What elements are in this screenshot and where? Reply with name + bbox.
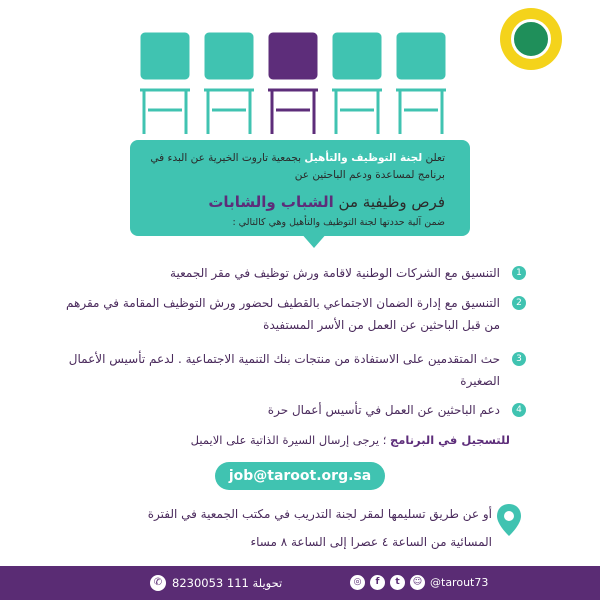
- item-number: 3: [512, 352, 526, 366]
- footer-social: [350, 575, 488, 590]
- taroot-logo: [500, 8, 562, 70]
- headline-highlight: الشباب والشابات: [208, 193, 334, 211]
- announcement-mechanism: ضمن آلية حددتها لجنة التوظيف والتأهيل وهي كالتالي :: [232, 217, 445, 228]
- announcement-intro: [145, 150, 445, 184]
- delivery-instructions: أو عن طريق تسليمها لمقر لجنة التدريب في مكتب الجمعية في الفترة المسائية من الساعة ٤ عصرا إلى الساعة ٨ مساء: [147, 507, 492, 549]
- registration-instructions: [191, 433, 510, 447]
- intro-prefix: تعلن: [422, 152, 445, 164]
- item-number: 2: [512, 296, 526, 310]
- item-number: 4: [512, 403, 526, 417]
- facebook-icon[interactable]: f: [370, 575, 385, 590]
- phone-icon: ✆: [150, 575, 166, 591]
- item-text: حث المتقدمين على الاستفادة من منتجات بنك التنمية الاجتماعية . لدعم تأسيس الأعمال الصغيرة: [68, 352, 500, 388]
- logo-emblem: [511, 19, 551, 59]
- social-handle[interactable]: @tarout73: [430, 576, 489, 589]
- twitter-icon[interactable]: t: [390, 575, 405, 590]
- bubble-tail: [300, 232, 328, 248]
- footer-contact: [150, 575, 282, 591]
- announcement-bubble: [130, 140, 470, 236]
- committee-name: لجنة التوظيف والتأهيل: [304, 152, 423, 164]
- registration-label: للتسجيل في البرنامج: [390, 433, 510, 447]
- phone-number[interactable]: 8230053 تحويلة 111: [172, 576, 283, 590]
- item-number: 1: [512, 266, 526, 280]
- snapchat-icon[interactable]: ☺: [410, 575, 425, 590]
- list-item: [60, 292, 526, 336]
- chairs-illustration: [138, 30, 458, 140]
- announcement-headline: [145, 192, 445, 212]
- item-text: التنسيق مع إدارة الضمان الاجتماعي بالقطيف لحضور ورش التوظيف المقامة في مقرهم من قبل الباحثين عن العمل من الأسر المستفيدة: [66, 296, 500, 332]
- instagram-icon[interactable]: ◎: [350, 575, 365, 590]
- headline-prefix: فرص وظيفية من: [333, 193, 445, 211]
- list-item: [60, 348, 526, 392]
- item-text: دعم الباحثين عن العمل في تأسيس أعمال حرة: [267, 403, 500, 417]
- registration-text: ؛ يرجى إرسال السيرة الذاتية على الايميل: [190, 433, 391, 447]
- email-link[interactable]: job@taroot.org.sa: [215, 462, 385, 490]
- list-item: [60, 399, 526, 421]
- item-text: التنسيق مع الشركات الوطنية لاقامة ورش توظيف في مقر الجمعية: [170, 266, 500, 280]
- footer-bar: [0, 566, 600, 600]
- intro-suffix: بجمعية تاروت الخيرية عن البدء في برنامج لمساعدة ودعم الباحثين عن: [150, 152, 445, 181]
- list-item: [60, 262, 526, 284]
- location-pin-icon: [496, 503, 522, 537]
